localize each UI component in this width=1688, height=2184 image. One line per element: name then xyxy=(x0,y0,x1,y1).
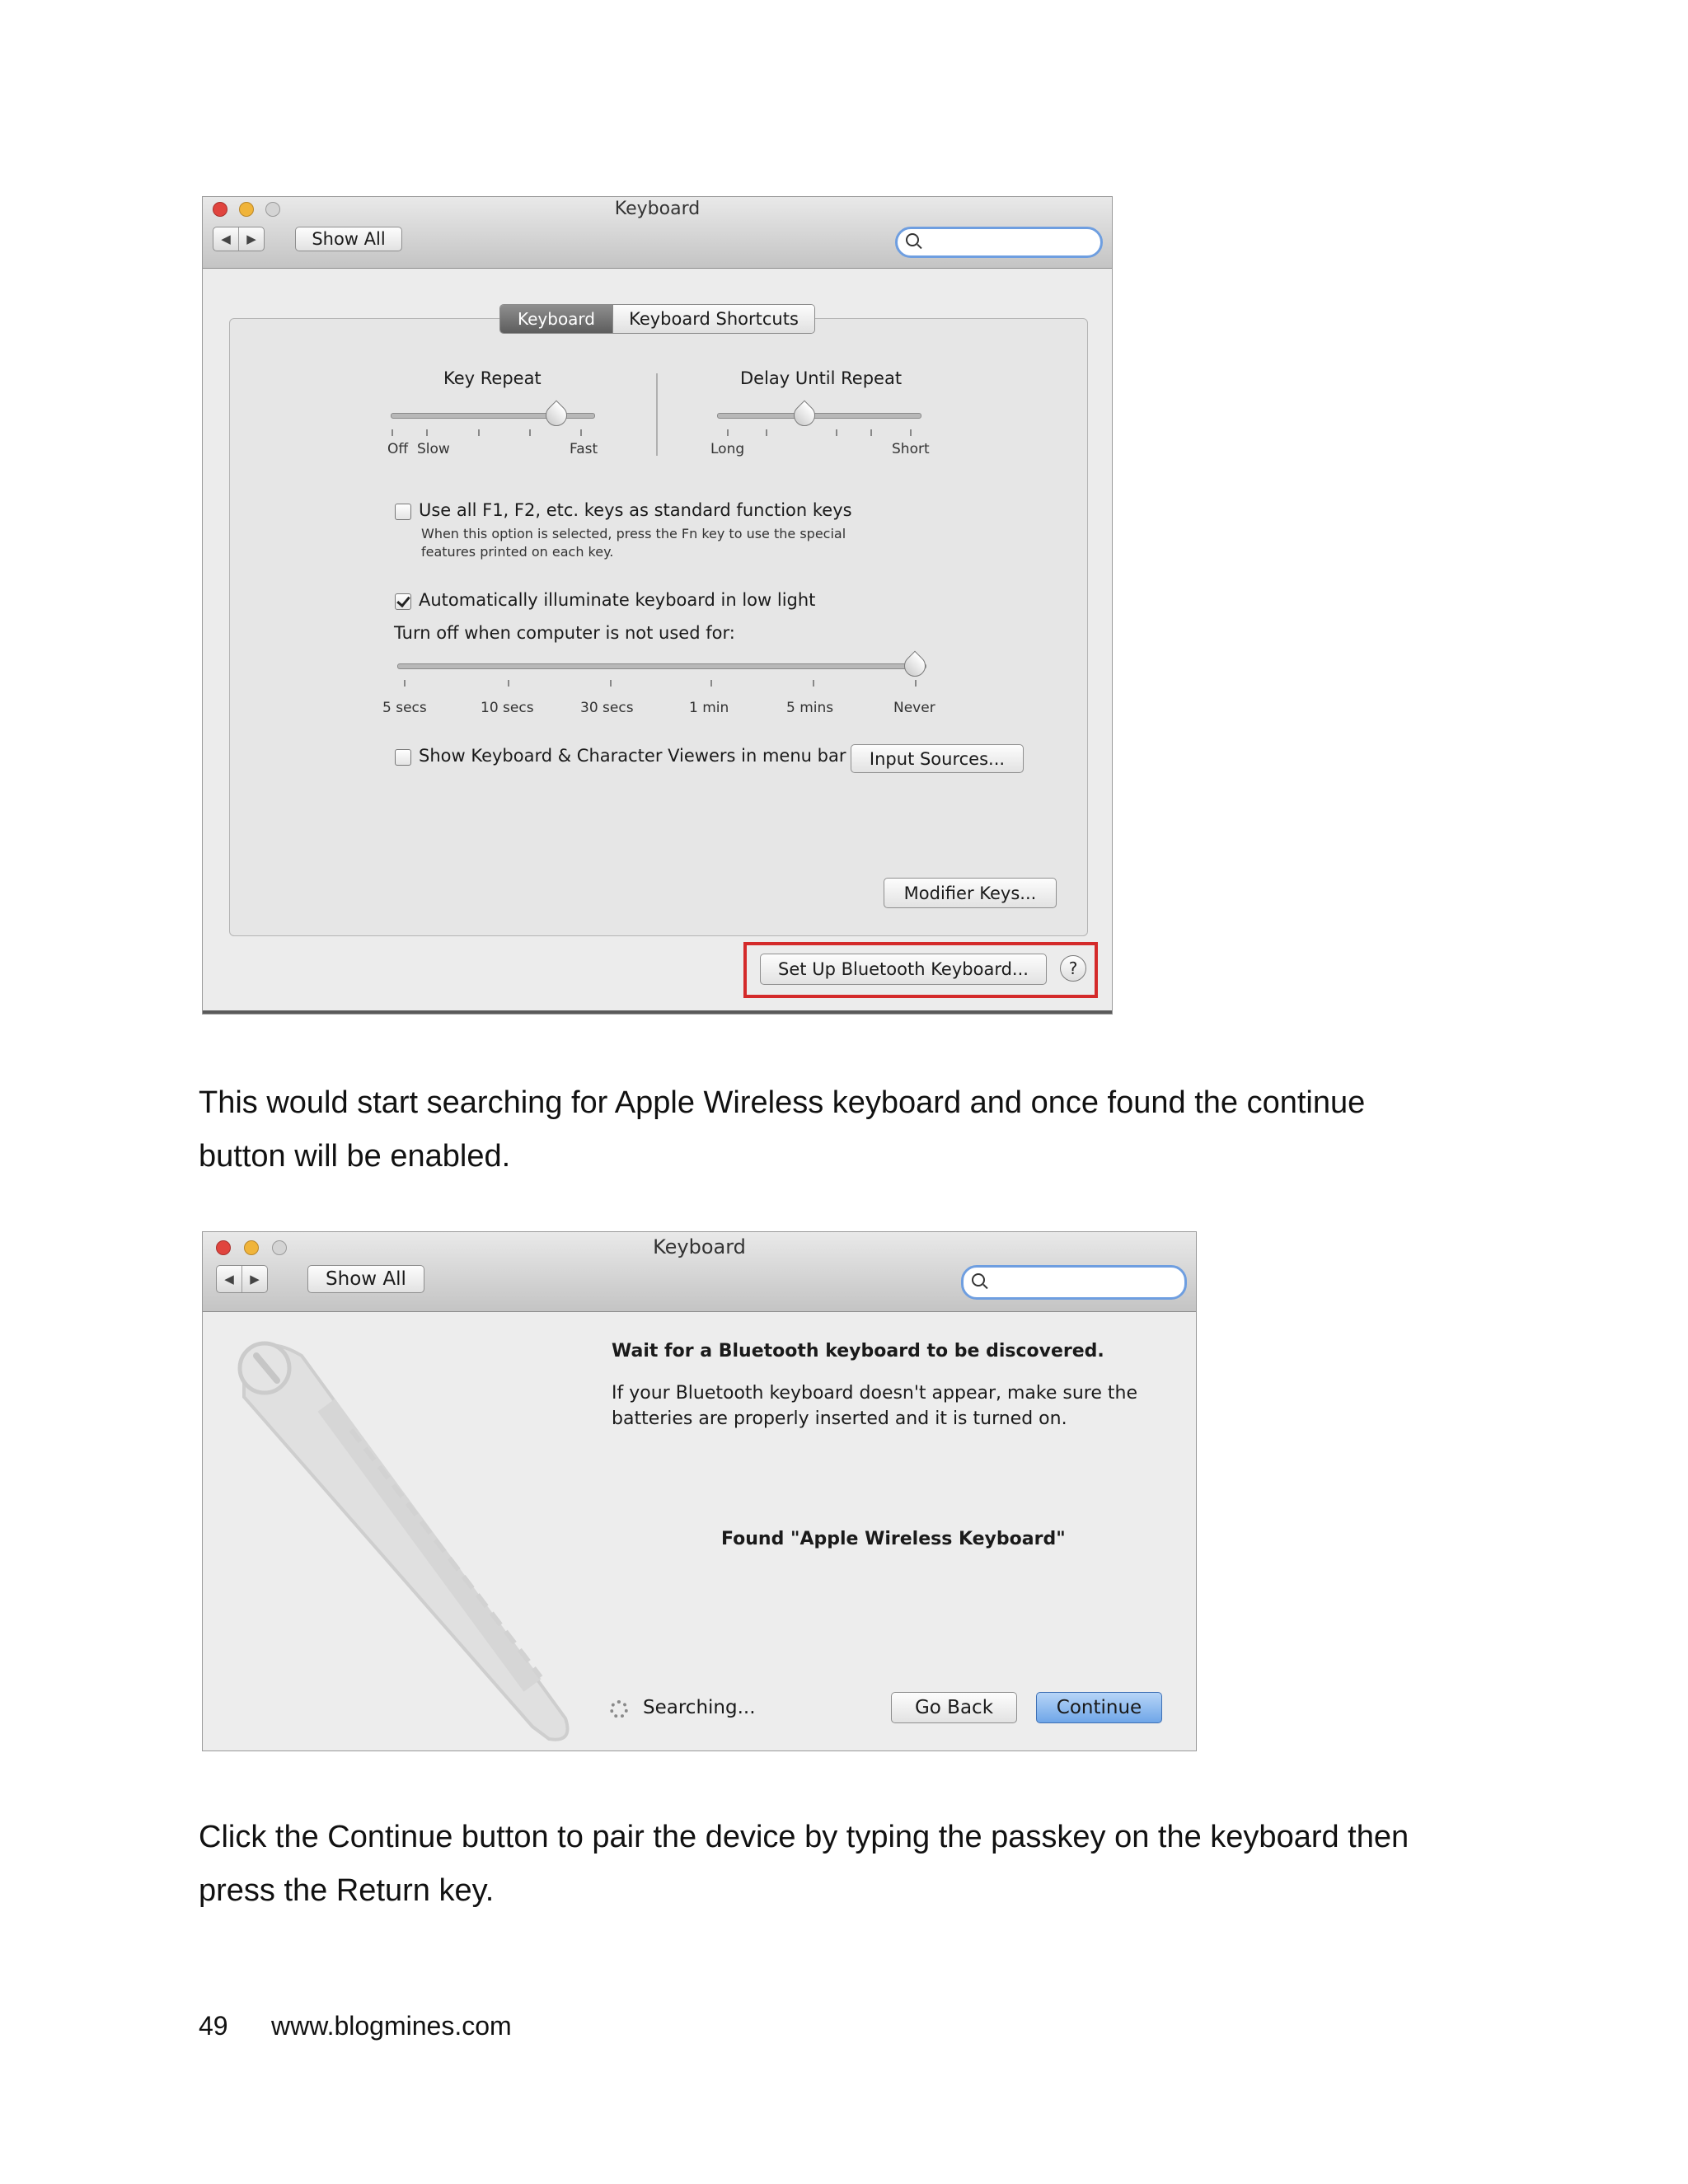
wait-heading: Wait for a Bluetooth keyboard to be discovered. xyxy=(612,1341,1104,1361)
tick-mark xyxy=(426,429,428,436)
function-keys-note-line1: When this option is selected, press the Fn key to use the special xyxy=(421,526,846,541)
tick-mark xyxy=(910,429,912,436)
back-arrow-icon[interactable]: ◀ xyxy=(224,1272,234,1286)
tab-bar xyxy=(499,304,815,334)
tick-mark xyxy=(813,680,814,687)
spinner-icon xyxy=(610,1700,628,1718)
tick-mark xyxy=(404,680,406,687)
tick-mark xyxy=(836,429,837,436)
paragraph-2-line-2: press the Return key. xyxy=(199,1873,495,1908)
illuminate-label: Automatically illuminate keyboard in low light xyxy=(419,590,816,610)
tick-mark xyxy=(766,429,767,436)
turn-off-tick-never: Never xyxy=(893,700,935,716)
tick-mark xyxy=(508,680,509,687)
function-keys-note-line2: features printed on each key. xyxy=(421,544,614,560)
viewers-checkbox[interactable] xyxy=(395,749,411,766)
search-icon xyxy=(972,1273,985,1286)
tick-mark xyxy=(478,429,480,436)
search-icon xyxy=(906,233,919,246)
forward-arrow-icon[interactable]: ▶ xyxy=(241,1266,267,1292)
key-repeat-slow-label: Slow xyxy=(417,441,450,457)
delay-until-repeat-label: Delay Until Repeat xyxy=(740,368,903,388)
turn-off-tick-30-secs: 30 secs xyxy=(580,700,634,716)
tick-mark xyxy=(392,429,393,436)
search-field[interactable] xyxy=(961,1265,1187,1300)
turn-off-tick-10-secs: 10 secs xyxy=(481,700,534,716)
key-repeat-off-label: Off xyxy=(387,441,409,457)
back-forward-control[interactable] xyxy=(216,1265,268,1293)
tab-keyboard-shortcuts[interactable]: Keyboard Shortcuts xyxy=(612,305,814,333)
delay-short-label: Short xyxy=(892,441,930,457)
turn-off-tick-5-secs: 5 secs xyxy=(382,700,427,716)
paragraph-1-line-2: button will be enabled. xyxy=(199,1139,511,1174)
tick-mark xyxy=(580,429,582,436)
window-bottom-edge xyxy=(203,1010,1112,1014)
delay-long-label: Long xyxy=(710,441,745,457)
function-keys-label: Use all F1, F2, etc. keys as standard function keys xyxy=(419,500,852,520)
found-device-label: Found "Apple Wireless Keyboard" xyxy=(721,1529,1066,1549)
info-line-2: batteries are properly inserted and it is turned on. xyxy=(612,1408,1067,1429)
back-forward-control[interactable] xyxy=(213,227,265,251)
search-field[interactable] xyxy=(895,227,1103,258)
info-line-1: If your Bluetooth keyboard doesn't appear, make sure the xyxy=(612,1383,1137,1404)
show-all-button[interactable]: Show All xyxy=(307,1265,424,1293)
turn-off-slider[interactable] xyxy=(397,663,926,669)
tick-mark xyxy=(610,680,612,687)
modifier-keys-button[interactable]: Modifier Keys... xyxy=(884,878,1057,908)
tick-mark xyxy=(915,680,917,687)
key-repeat-fast-label: Fast xyxy=(570,441,598,457)
back-arrow-icon[interactable]: ◀ xyxy=(221,232,231,246)
help-button[interactable]: ? xyxy=(1060,955,1086,982)
viewers-label: Show Keyboard & Character Viewers in menu bar xyxy=(419,746,846,766)
turn-off-tick-1-min: 1 min xyxy=(689,700,729,716)
slider-divider xyxy=(656,373,658,456)
tick-mark xyxy=(727,429,729,436)
delay-until-repeat-slider[interactable] xyxy=(717,413,921,419)
tick-mark xyxy=(710,680,712,687)
title-bar xyxy=(203,1232,1196,1312)
turn-off-label: Turn off when computer is not used for: xyxy=(394,623,735,643)
tick-mark xyxy=(870,429,872,436)
continue-button[interactable]: Continue xyxy=(1036,1692,1162,1723)
function-keys-checkbox[interactable] xyxy=(395,504,411,520)
keyboard-preferences-window xyxy=(202,196,1113,1015)
input-sources-button[interactable]: Input Sources... xyxy=(851,744,1024,773)
page-number: 49 xyxy=(199,2011,228,2041)
wireless-keyboard-illustration xyxy=(227,1331,582,1743)
forward-arrow-icon[interactable]: ▶ xyxy=(238,227,264,251)
tick-mark xyxy=(529,429,531,436)
paragraph-1-line-1: This would start searching for Apple Wireless keyboard and once found the continue xyxy=(199,1085,1366,1120)
searching-label: Searching... xyxy=(643,1697,756,1718)
set-up-bluetooth-keyboard-button[interactable]: Set Up Bluetooth Keyboard... xyxy=(760,954,1047,985)
key-repeat-label: Key Repeat xyxy=(443,368,542,388)
title-bar xyxy=(203,197,1112,269)
turn-off-tick-5-mins: 5 mins xyxy=(786,700,834,716)
show-all-button[interactable]: Show All xyxy=(295,227,402,251)
illuminate-checkbox[interactable] xyxy=(395,593,411,610)
tab-keyboard[interactable]: Keyboard xyxy=(500,305,612,333)
window-title: Keyboard xyxy=(653,1235,746,1258)
paragraph-2-line-1: Click the Continue button to pair the device by typing the passkey on the keyboard then xyxy=(199,1820,1409,1854)
footer-website: www.blogmines.com xyxy=(271,2011,512,2041)
go-back-button[interactable]: Go Back xyxy=(891,1692,1017,1723)
bluetooth-setup-window xyxy=(202,1231,1197,1751)
window-title: Keyboard xyxy=(614,199,701,219)
